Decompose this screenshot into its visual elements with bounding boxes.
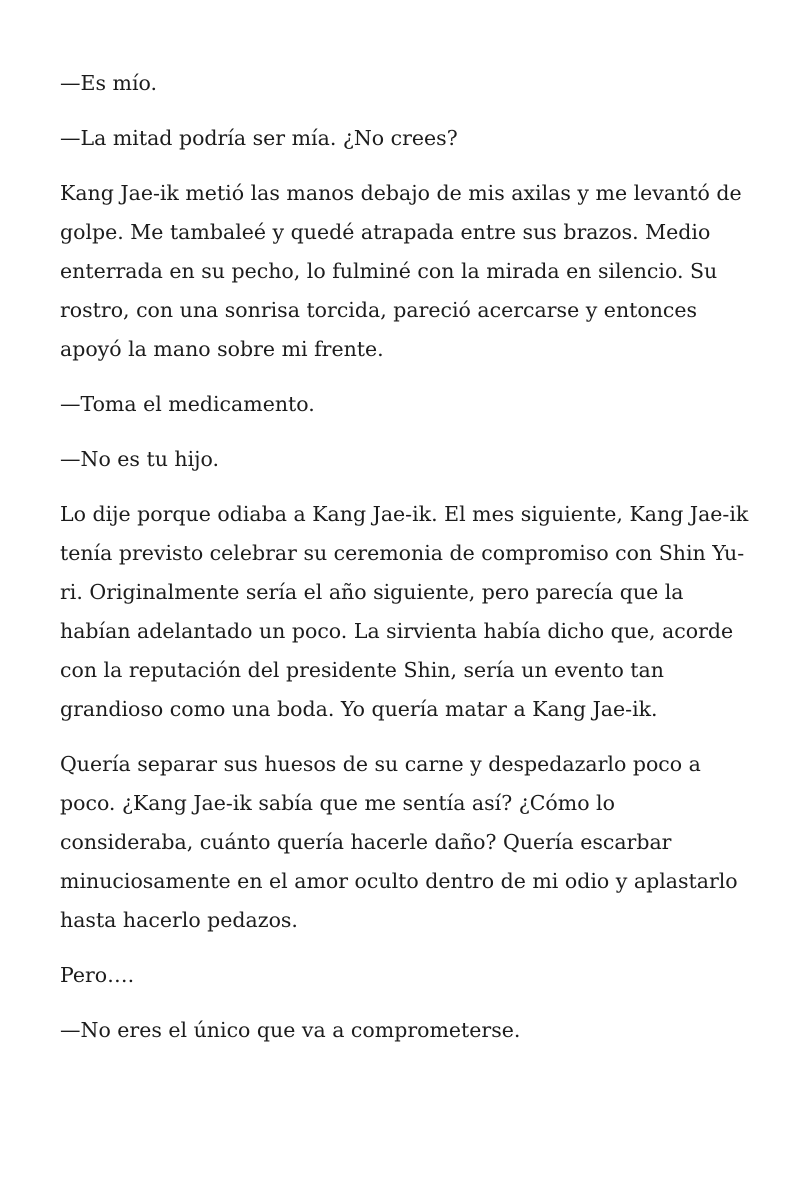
paragraph: —Toma el medicamento. [60, 392, 315, 416]
document-page [60, 64, 750, 1050]
paragraph: —No es tu hijo. [60, 447, 220, 471]
paragraph: —No eres el único que va a comprometerse. [60, 1018, 521, 1042]
paragraph: Pero…. [60, 963, 135, 987]
paragraph: Kang Jae-ik metió las manos debajo de mis axilas y me levantó de golpe. Me tambaleé y quedé atrapada entre sus brazos. Medio enterrada en su pecho, lo fulminé con la mirada en silencio. Su rostro, con una sonrisa torcida, pareció acercarse y entonces apoyó la mano sobre mi frente. [60, 181, 742, 361]
paragraph: —Es mío. [60, 71, 157, 95]
paragraph: —La mitad podría ser mía. ¿No crees? [60, 126, 458, 150]
paragraph: Lo dije porque odiaba a Kang Jae-ik. El mes siguiente, Kang Jae-ik tenía previsto celebrar su ceremonia de compromiso con Shin Yu-ri. Originalmente sería el año siguiente, pero parecía que la habían adelantado un poco. La sirvienta había dicho que, acorde con la reputación del presidente Shin, sería un evento tan grandioso como una boda. Yo quería matar a Kang Jae-ik. [60, 502, 749, 721]
paragraph: Quería separar sus huesos de su carne y despedazarlo poco a poco. ¿Kang Jae-ik sabía que me sentía así? ¿Cómo lo consideraba, cuánto quería hacerle daño? Quería escarbar minuciosamente en el amor oculto dentro de mi odio y aplastarlo hasta hacerlo pedazos. [60, 752, 738, 932]
